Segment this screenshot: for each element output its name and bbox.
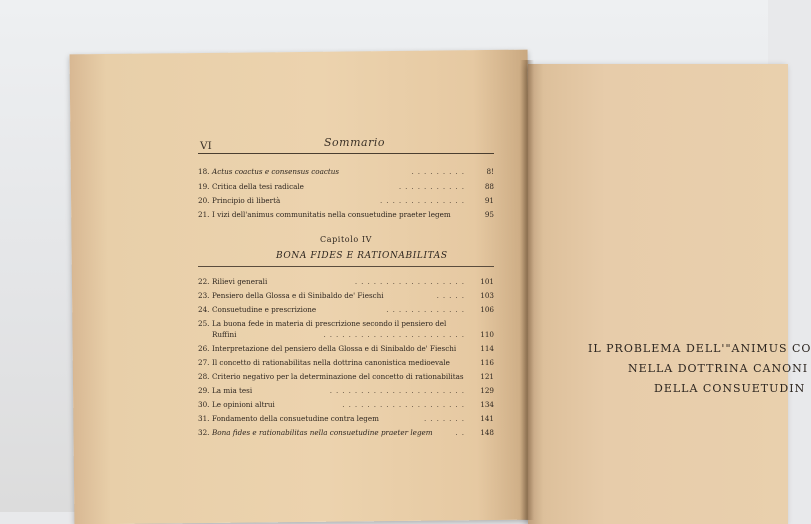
right-page [528, 64, 788, 524]
right-title-line-3: DELLA CONSUETUDIN [654, 382, 806, 395]
book-gutter [520, 60, 534, 520]
toc-entry: 29. La mia tesi ...................... 129 [198, 386, 494, 395]
toc-entry: 21. I vizi dell'animus communitatis nella consuetudine praeter legem 95 [198, 210, 494, 219]
toc-entry: 32. Bona fides e rationabilitas nella consuetudine praeter legem .. 148 [198, 428, 494, 437]
toc-entry: 31. Fondamento della consuetudine contra legem ....... 141 [198, 414, 494, 423]
toc-entry: 26. Interpretazione del pensiero della Glossa e di Sinibaldo de' Fieschi 114 [198, 344, 494, 353]
toc-entry: 19. Critica della tesi radicale ........... 88 [198, 182, 494, 191]
chapter-rule [198, 266, 494, 267]
toc-entry: 20. Principio di libertà .............. 91 [198, 196, 494, 205]
toc-entry: 28. Criterio negativo per la determinazione del concetto di rationabilitas 121 [198, 372, 494, 381]
header-rule [198, 153, 494, 154]
running-title: Sommario [324, 136, 385, 149]
page-number-roman: VI [200, 140, 212, 152]
toc-entry: 27. Il concetto di rationabilitas nella dottrina canonistica medioevale 116 [198, 358, 494, 367]
toc-entry: 22. Rilievi generali .................. 101 [198, 277, 494, 286]
chapter-title: BONA FIDES E RATIONABILITAS [276, 251, 448, 261]
chapter-label: Capitolo IV [320, 235, 373, 244]
toc-entry: 23. Pensiero della Glossa e di Sinibaldo de' Fieschi ..... 103 [198, 291, 494, 300]
right-title-line-1: IL PROBLEMA DELL'"ANIMUS CO [588, 342, 811, 355]
right-title-line-2: NELLA DOTTRINA CANONI [628, 362, 809, 375]
toc-entry: 18. Actus coactus e consensus coactus ......... 8! [198, 167, 494, 176]
toc-entry: 24. Consuetudine e prescrizione ............. 106 [198, 305, 494, 314]
toc-entry: 25. La buona fede in materia di prescrizione secondo il pensiero del [198, 319, 447, 328]
toc-entry: Ruffini ....................... 110 [212, 330, 494, 339]
toc-entry: 30. Le opinioni altrui .................... 134 [198, 400, 494, 409]
